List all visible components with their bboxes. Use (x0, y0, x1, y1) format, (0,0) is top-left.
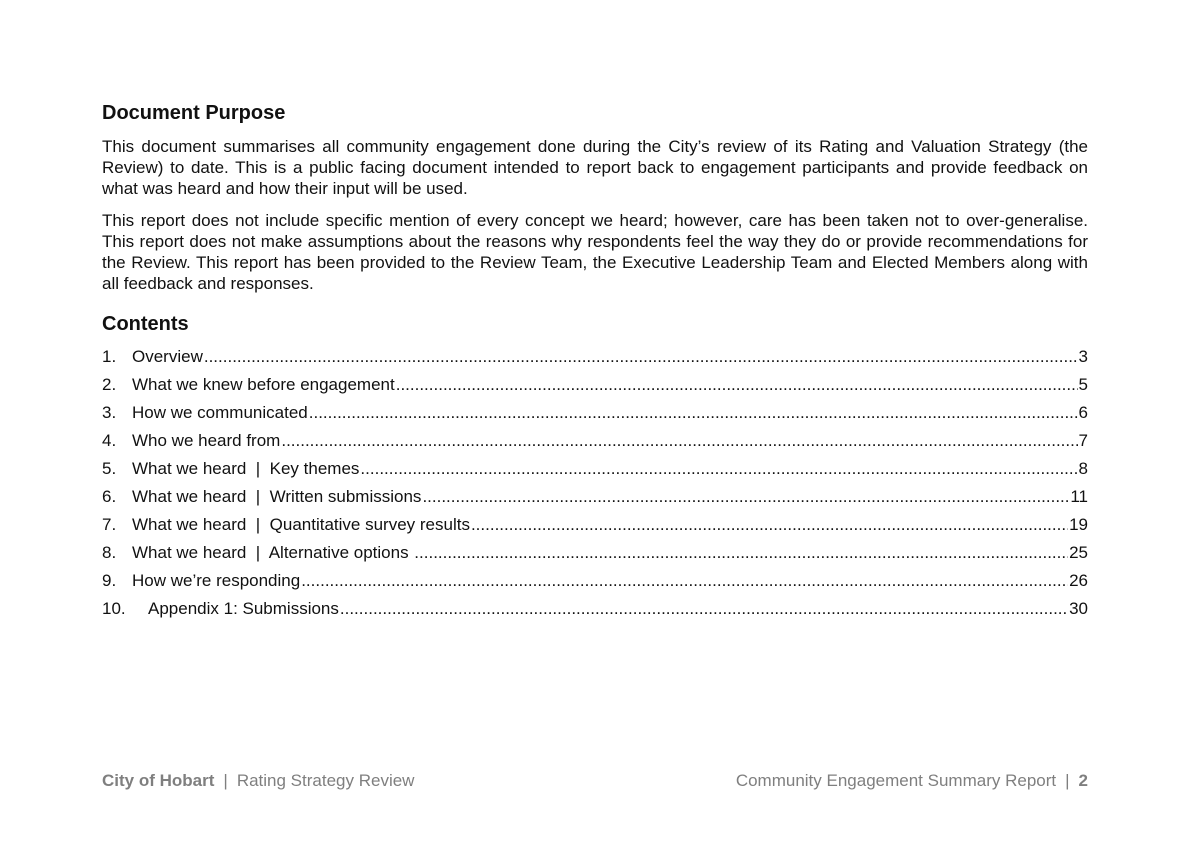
toc-entry-quantitative-survey[interactable] (102, 515, 1088, 543)
toc-leader-dots (301, 571, 1068, 591)
toc-number: 8. (102, 543, 117, 562)
toc-leader-dots (396, 375, 1078, 395)
toc-entry-how-we-communicated[interactable] (102, 403, 1088, 431)
footer-project: Rating Strategy Review (236, 771, 415, 790)
toc-title[interactable]: What we knew before engagement (132, 375, 395, 394)
toc-leader-dots (360, 459, 1077, 479)
toc-number: 7. (102, 515, 117, 534)
toc-number: 6. (102, 487, 117, 506)
toc-entry-written-submissions[interactable] (102, 487, 1088, 515)
toc-entry-what-we-knew[interactable] (102, 375, 1088, 403)
footer-report-title: Community Engagement Summary Report (735, 771, 1057, 790)
toc-page-number: 7 (1078, 431, 1088, 450)
toc-title[interactable]: What we heard | Quantitative survey results (132, 515, 470, 534)
footer-page-number: 2 (1078, 771, 1088, 790)
purpose-paragraph-2: This report does not include specific mention of every concept we heard; however, care has been taken not to over-generalise. This report does not make assumptions about the reasons why respondents feel the way they do or provide recommendations for the Review. This report has been provided to the Review Team, the Executive Leadership Team and Elected Members along with all feedback and responses. (102, 211, 1088, 293)
toc-entry-alternative-options[interactable] (102, 543, 1088, 571)
toc-number: 1. (102, 347, 117, 366)
contents-heading: Contents (102, 313, 189, 335)
toc-title[interactable]: What we heard | Key themes (132, 459, 360, 478)
toc-leader-dots (340, 599, 1068, 619)
toc-leader-dots (471, 515, 1068, 535)
toc-number: 9. (102, 571, 117, 590)
toc-entry-appendix-submissions[interactable] (102, 599, 1088, 627)
purpose-paragraph-1: This document summarises all community engagement done during the City’s review of its Rating and Valuation Strategy (the Review) to date. This is a public facing document intended to report back to engagement participants and provide feedback on what was heard and how their input will be used. (102, 137, 1088, 198)
toc-title[interactable]: How we’re responding (132, 571, 301, 590)
footer-organisation: City of Hobart (102, 771, 215, 790)
toc-page-number: 11 (1070, 487, 1088, 506)
toc-number: 2. (102, 375, 117, 394)
toc-title[interactable]: How we communicated (132, 403, 308, 422)
table-of-contents (102, 347, 1088, 627)
toc-page-number: 6 (1078, 403, 1088, 422)
toc-entry-overview[interactable] (102, 347, 1088, 375)
footer-separator: | (1065, 771, 1070, 790)
toc-page-number: 19 (1069, 515, 1088, 534)
toc-leader-dots (281, 431, 1077, 451)
toc-entry-how-we-are-responding[interactable] (102, 571, 1088, 599)
toc-page-number: 26 (1069, 571, 1088, 590)
toc-leader-dots (309, 403, 1078, 423)
toc-page-number: 3 (1078, 347, 1088, 366)
toc-leader-dots (414, 543, 1068, 563)
toc-title[interactable]: What we heard | Written submissions (132, 487, 422, 506)
page-footer (102, 771, 1088, 791)
toc-title[interactable]: What we heard | Alternative options (132, 543, 414, 562)
toc-leader-dots (204, 347, 1078, 367)
footer-right (736, 771, 1088, 791)
toc-number: 4. (102, 431, 117, 450)
toc-page-number: 30 (1069, 599, 1088, 618)
toc-page-number: 25 (1069, 543, 1088, 562)
toc-number: 3. (102, 403, 117, 422)
toc-title[interactable]: Appendix 1: Submissions (148, 599, 339, 618)
footer-left (102, 771, 414, 791)
footer-separator: | (223, 771, 228, 790)
toc-entry-who-we-heard-from[interactable] (102, 431, 1088, 459)
toc-entry-key-themes[interactable] (102, 459, 1088, 487)
toc-title[interactable]: Who we heard from (132, 431, 281, 450)
toc-page-number: 5 (1078, 375, 1088, 394)
toc-title[interactable]: Overview (132, 347, 203, 366)
page-content (102, 100, 1088, 627)
toc-number: 5. (102, 459, 117, 478)
toc-page-number: 8 (1078, 459, 1088, 478)
toc-number: 10. (102, 599, 126, 618)
toc-leader-dots (422, 487, 1069, 507)
document-purpose-heading: Document Purpose (102, 102, 286, 124)
